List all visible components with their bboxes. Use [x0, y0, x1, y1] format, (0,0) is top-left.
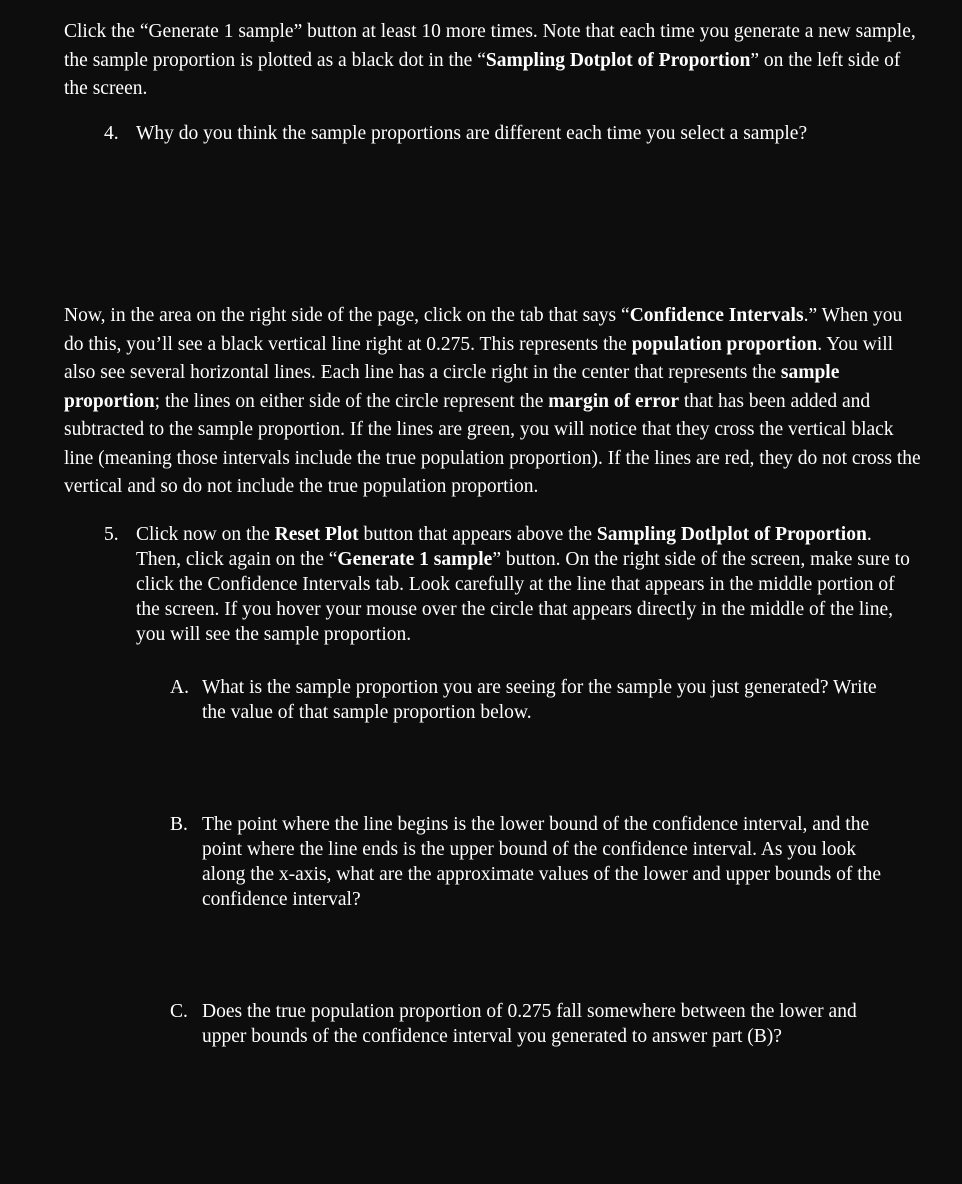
question-5c-text: Does the true population proportion of 0.275 fall somewhere between the lower and upper bounds of the confidence interval you generated to answer part (B)? [202, 1000, 857, 1047]
ci-bold-margin-of-error: margin of error [548, 390, 679, 412]
ci-text-1: Now, in the area on the right side of the page, click on the tab that says “ [64, 305, 630, 326]
question-5b-letter: B. [170, 813, 188, 835]
intro-text-1: Click the “Generate 1 sample” button at least 10 more times. Note that each time you generate a new sample, the sample proportion is plotted as a black dot in the “ [64, 21, 916, 71]
intro-bold-dotplot: Sampling Dotplot of Proportion [485, 49, 751, 71]
question-5b [170, 812, 924, 912]
ci-text-2: .” When you do this, you’ll see a black vertical line right at 0.275. This represents the [64, 305, 903, 355]
question-5a-letter: A. [170, 676, 189, 698]
q5-text-3: . Then, click again on the “ [136, 523, 872, 570]
q5-text-4: ” button. On the right side of the screen, make sure to click the Confidence Intervals tab. Look carefully at the line that appears in the middle portion of the screen. If you hover your mouse over the circle that appears directly in the middle of the line, you will see the sample proportion. [136, 548, 910, 645]
document-page [64, 18, 924, 1049]
ci-text-5: that has been added and subtracted to the sample proportion. If the lines are green, you will notice that they cross the vertical black line (meaning those intervals include the true population proportion). If the lines are red, they do not cross the vertical and so do not include the true population proportion. [64, 390, 921, 497]
question-4-text: Why do you think the sample proportions are different each time you select a sample? [136, 122, 808, 144]
question-5a-text: What is the sample proportion you are seeing for the sample you just generated? Write the value of that sample proportion below. [202, 676, 877, 723]
ci-bold-sample-proportion: sample proportion [64, 362, 840, 412]
question-5-number: 5. [104, 523, 119, 545]
question-5 [104, 522, 924, 647]
question-5a [170, 675, 924, 725]
question-5b-text: The point where the line begins is the lower bound of the confidence interval, and the point where the line ends is the upper bound of the confidence interval. As you look along the x-axis, what are the approximate values of the lower and upper bounds of the confidence interval? [202, 813, 882, 910]
q5-bold-reset-plot: Reset Plot [274, 523, 359, 545]
q5-text-1: Click now on the [136, 523, 275, 545]
intro-paragraph [64, 18, 924, 104]
question-5c-letter: C. [170, 1000, 188, 1022]
q5-bold-generate: Generate 1 sample [337, 548, 493, 570]
ci-bold-population-proportion: population proportion [631, 333, 818, 355]
ci-text-3: . You will also see several horizontal lines. Each line has a circle right in the center that represents the [64, 333, 894, 383]
question-4 [104, 120, 924, 149]
confidence-intervals-paragraph [64, 302, 924, 502]
question-5-text [136, 522, 911, 647]
intro-text-2: ” on the left side of the screen. [64, 49, 901, 99]
ci-bold-confidence-intervals: Confidence Intervals [629, 305, 804, 326]
q5-text-2: button that appears above the [358, 523, 597, 545]
question-4-number: 4. [104, 122, 119, 144]
question-5c [170, 999, 924, 1049]
q5-bold-dotplot: Sampling Dotlplot of Proportion [596, 523, 867, 545]
ci-text-4: ; the lines on either side of the circle represent the [154, 390, 549, 412]
